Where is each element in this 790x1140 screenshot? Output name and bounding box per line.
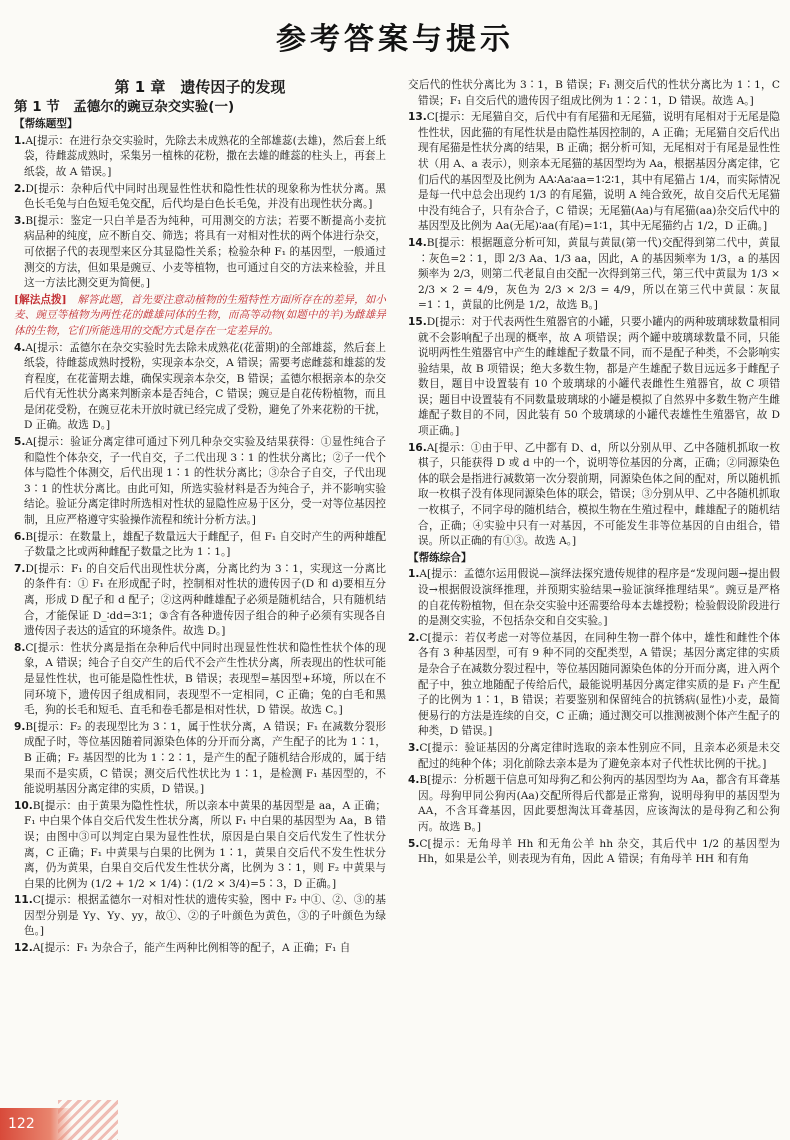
chapter-heading: 第 1 章 遗传因子的发现 (114, 78, 286, 96)
answer-number: 3. (408, 741, 420, 754)
answer-list-right (408, 78, 780, 868)
answer-text: C[提示：根据孟德尔一对相对性状的遗传实验，图中 F₂ 中①、②、③的基因型分别是 Yy、Yy、yy，故①、②的子叶颜色为黄色，③的子叶颜色为绿色。] (24, 894, 386, 938)
answer-text: B[提示：鉴定一只白羊是否为纯种，可用测交的方法；若要不断提高小麦抗病品种的纯度，应不断自交、筛选；将具有一对相对性状的两个体进行杂交，可依据子代的表现型来区分其显隐性关系；检验杂种 F₁ 的基因型，一般通过测交的方法，但如果是豌豆、小麦等植物，也可通过自交的方法来检验，并且这一方法比测交更为简便。] (24, 214, 386, 290)
answer-number: 14. (408, 236, 427, 249)
solution-tip (14, 293, 386, 340)
subheading-practice: 【帮练题型】 (14, 118, 78, 131)
answer-text: D[提示：F₁ 的自交后代出现性状分离，分离比约为 3∶1，实现这一分离比的条件有：① F₁ 在形成配子时，控制相对性状的遗传因子(D 和 d)要相互分离，形成 D 配子和 d 配子；②这两种雌雄配子必须是随机结合，只有随机结合，才能保证 D_∶dd=3∶1；③含有各种遗传因子组合的种子必须有实现各自遗传因子表达的适宜的环境条件。故选 D。] (24, 562, 386, 638)
answer-item (408, 741, 780, 772)
answer-number: 16. (408, 441, 427, 454)
answer-number: 6. (14, 530, 26, 543)
answer-number: 10. (14, 799, 33, 812)
answer-text: A[提示：孟德尔运用假说—演绎法探究遗传规律的程序是“发现问题→提出假设→根据假设演绎推理，并预期实验结果→验证演绎推理结果”。豌豆是严格的自花传粉植物，但在杂交实验中还需要给母本去雄授粉；检验假设阶段进行的是测交实验，不包括杂交和自交实验。] (418, 568, 780, 628)
answer-number: 1. (14, 134, 26, 147)
answer-item (14, 530, 386, 561)
answer-item (408, 773, 780, 835)
answer-number: 5. (14, 436, 26, 449)
answer-item (14, 562, 386, 640)
answer-item (14, 182, 386, 213)
answer-item (14, 341, 386, 435)
answer-number: 4. (14, 341, 26, 354)
answer-number: 8. (14, 641, 26, 654)
answer-text: B[提示：分析题干信息可知母狗乙和公狗丙的基因型均为 Aa，都含有耳聋基因。母狗甲同公狗丙(Aa)交配所得后代都是正常狗，说明母狗甲的基因型为 AA，不含耳聋基因，因此要想淘汰耳聋基因，应该淘汰的是母狗乙和公狗丙。故选 B。] (418, 774, 780, 833)
answer-item (408, 631, 780, 740)
answer-item (14, 435, 386, 529)
answer-number: 5. (408, 837, 420, 850)
answer-text: C[提示：性状分离是指在杂种后代中同时出现显性性状和隐性性状个体的现象，A 错误；纯合子自交产生的后代不会产生性状分离，所表现出的性状可能是显性性状，也可能是隐性性状，B 错误；表现型=基因型+环境，所以在不同环境下，遗传因子组成相同，表现型不一定相同，C 正确；兔的白毛和黑毛，狗的长毛和短毛、直毛和卷毛都是相对性状，D 错误。故选 C。] (24, 641, 386, 717)
answer-item (408, 567, 780, 629)
answer-item (14, 214, 386, 292)
answer-text: A[提示：孟德尔在杂交实验时先去除未成熟花(花蕾期)的全部雄蕊，然后套上纸袋，待雌蕊成熟时授粉，实现亲本杂交，A 错误；需要考虑雌蕊和雄蕊的发育程度，在花蕾期去雄，确保实现亲本杂交，B 错误；孟德尔根据亲本的杂交后代有无性状分离来判断亲本是否纯合，C 错误；豌豆是自花传粉植物，而且是闭花受粉，在豌豆花未开放时就已经完成了受粉，避免了外来花粉的干扰，D 正确。故选 D。] (24, 341, 386, 432)
answer-number: 13. (408, 111, 427, 124)
answer-text: 交后代的性状分离比为 3∶1，B 错误；F₁ 测交后代的性状分离比为 1∶1，C 错误；F₁ 自交后代的遗传因子组成比例为 1∶2∶1，D 错误。故选 A。] (408, 79, 780, 107)
answer-number: 15. (408, 315, 427, 328)
answer-number: 12. (14, 942, 33, 955)
answer-text: C[提示：无角母羊 Hh 和无角公羊 hh 杂交，其后代中 1/2 的基因型为 Hh，如果是公羊，则表现为有角，因此 A 错误；有角母羊 HH 和有角 (418, 837, 780, 866)
answer-item (14, 893, 386, 940)
solution-tip-text: 解答此题，首先要注意动植物的生殖特性方面所存在的差异，如小麦、豌豆等植物为两性花的雌雄同体的生物，而高等动物(如题中的羊)为雌雄异体的生物，它们所能选用的交配方式是存在一定差异的。 (14, 293, 387, 337)
page-number: 122 (0, 1108, 72, 1140)
answer-item (408, 236, 780, 314)
answer-number: 9. (14, 720, 26, 733)
right-column (408, 78, 780, 869)
answer-number: 11. (14, 894, 33, 907)
answer-number: 7. (14, 562, 26, 575)
answer-list-left (14, 134, 386, 957)
answer-item (408, 837, 780, 868)
answer-text: A[提示：验证分离定律可通过下列几种杂交实验及结果获得：①显性纯合子和隐性个体杂交，子一代自交，子二代出现 3∶1 的性状分离比；②子一代个体与隐性个体测交，后代出现 1∶1 的性状分离比；③杂合子自交，子代出现 3∶1 的性状分离比。由此可知，所选实验材料是否为纯合子，并不影响实验结论。验证分离定律时所选相对性状的显隐性应易于区分，受一对等位基因控制，且应严格遵守实验操作流程和统计分析方法。] (24, 436, 386, 527)
answer-text: D[提示：对于代表两性生殖器官的小罐，只要小罐内的两种玻璃球数量相同就不会影响配子出现的概率，故 A 项错误；两个罐中玻璃球数量不同，只能说明两性生殖器官中产生的雌雄配子数量不同，而不是配子种类，不会影响实验结果，故 B 项错误；绝大多数生物，都是产生雄配子数目远远多于雌配子数目，题目中设置装有 10 个玻璃球的小罐代表雌性生殖器官，故 C 项错误；题目中设置装有不同数量玻璃球的小罐是模拟了自然界中多数生物产生雌雄配子数目的不同，因此装有 50 个玻璃球的小罐代表雄性生殖器官，故 D 项正确。] (418, 315, 780, 438)
answer-text: A[提示：①由于甲、乙中都有 D、d，所以分别从甲、乙中各随机抓取一枚棋子，只能获得 D 或 d 中的一个，说明等位基因的分离，正确；②同源染色体的联会是指进行减数第一次分裂前期，同源染色体之间的配对，所以随机抓取一枚棋子没有体现同源染色体的联会，错误；③分别从甲、乙中各随机抓取一枚棋子，不同字母的随机结合，模拟生物在生殖过程中，雌雄配子的随机结合，正确；④实验中只有一对基因，不可能发生非等位基因的自由组合，错误。所以正确的有①③。故选 A。] (418, 441, 780, 548)
answer-number: 3. (14, 214, 26, 227)
answer-item (408, 110, 780, 235)
answer-item (14, 720, 386, 798)
answer-text: A[提示：在进行杂交实验时，先除去未成熟花的全部雄蕊(去雄)，然后套上纸袋，待雌蕊成熟时，采集另一植株的花粉，撒在去雄的雌蕊的柱头上，再套上纸袋，故 A 错误。] (24, 134, 386, 178)
answer-item (408, 78, 780, 109)
page-title: 参考答案与提示 (276, 22, 514, 57)
answer-item (408, 315, 780, 440)
answer-number: 2. (14, 182, 26, 195)
answer-text: C[提示：验证基因的分离定律时选取的亲本性别应不同，且亲本必须是未交配过的纯种个体；羽化前除去亲本是为了避免亲本对子代性状比例的干扰。] (418, 741, 780, 770)
answer-text: B[提示：F₂ 的表现型比为 3∶1，属于性状分离，A 错误；F₁ 在减数分裂形成配子时，等位基因随着同源染色体的分开而分离，产生配子的比为 1∶1，B 正确；F₂ 基因型的比为 1∶2∶1，是产生的配子随机结合形成的，属于结果而不是实质，C 错误；测交后代性状比为 1∶1，是检测 F₁ 基因型的，不能说明基因分离定律的实质，D 错误。] (24, 720, 386, 796)
section-heading: 第 1 节 孟德尔的豌豆杂交实验(一) (14, 98, 235, 115)
answer-text: D[提示：杂种后代中同时出现显性性状和隐性性状的现象称为性状分离。黑色长毛兔与白色短毛兔交配，后代均是白色长毛兔，并没有出现性状分离。] (24, 182, 386, 211)
answer-item (14, 134, 386, 181)
answer-item (408, 441, 780, 550)
solution-tip-label: [解法点拨] (14, 293, 67, 306)
left-column (14, 78, 386, 958)
answer-text: B[提示：由于黄果为隐性性状，所以亲本中黄果的基因型是 aa，A 正确；F₁ 中白果个体自交后代发生性状分离，所以 F₁ 中白果的基因型为 Aa，B 错误；由图中③可以判定白果为显性性状，原因是白果自交后代发生了性状分离，C 正确；F₁ 中黄果与白果的比例为 1∶1，黄果自交后代不发生性状分离，仍为黄果，白果自交后代发生性状分离，比例为 3∶1，则 F₂ 中黄果与白果的比例为 (1/2 + 1/2 × 1/4)∶(1/2 × 3/4)=5∶3，D 正确。] (24, 799, 386, 890)
answer-item (14, 941, 386, 957)
answer-item (14, 641, 386, 719)
answer-text: A[提示：F₁ 为杂合子，能产生两种比例相等的配子，A 正确；F₁ 自 (32, 942, 351, 955)
answer-text: C[提示：若仅考虑一对等位基因，在同种生物一群个体中，雄性和雌性个体各有 3 种基因型，可有 9 种不同的交配类型，A 错误；基因分离定律的实质是杂合子在减数分裂过程中，等位基因随同源染色体的分开而分离，进入两个配子中，独立地随配子传给后代，最能说明基因分离定律实质的是 F₁ 产生配子的比例为 1∶1，B 错误；若要鉴别和保留纯合的抗锈病(显性)小麦，最简便易行的方法是连续的自交，C 正确；通过测交可以推测被测个体产生配子的种类，D 错误。] (418, 631, 780, 738)
answer-number: 4. (408, 774, 420, 787)
answer-text: C[提示：无尾猫自交，后代中有有尾猫和无尾猫，说明有尾相对于无尾是隐性性状，因此猫的有尾性状是由隐性基因控制的，A 正确；无尾猫自交后代出现有尾猫是性状分离的结果，B 正确；据分析可知，无尾相对于有尾是显性性状（用 A、a 表示），则亲本无尾猫的基因型均为 Aa，根据基因分离定律，它们后代的基因型及比例为 AA∶Aa∶aa=1∶2∶1，其中有尾猫占 1/4，而实际情况是每一代中总会出现约 1/3 的有尾猫，说明 A 纯合致死，故自交后代无尾猫中没有纯合子，只有杂合子，C 错误；无尾猫(Aa)与有尾猫(aa)杂交后代中的基因型及比例为 Aa(无尾)∶aa(有尾)=1∶1，其中无尾猫约占 1/2，D 正确。] (418, 111, 780, 233)
answer-text: B[提示：根据题意分析可知，黄鼠与黄鼠(第一代)交配得到第二代中，黄鼠∶灰色=2∶1，即 2/3 Aa、1/3 aa，因此，A 的基因频率为 1/3，a 的基因频率为 2/3，则第二代老鼠自由交配一次得到第三代，第三代中黄鼠为 1/3 × 2/3 × 2 = 4/9，灰色为 2/3 × 2/3 = 4/9，所以在第三代中黄鼠∶灰鼠=1∶1，黄鼠的比例是 1/2，故选 B。] (418, 236, 780, 312)
answer-text: B[提示：在数量上，雄配子数量远大于雌配子，但 F₁ 自交时产生的两种雄配子数量之比或两种雌配子数量之比为 1∶1。] (24, 530, 386, 559)
answer-number: 2. (408, 631, 420, 644)
answer-item (14, 799, 386, 893)
answer-number: 1. (408, 568, 420, 581)
subheading-comprehensive: 【帮练综合】 (408, 551, 472, 564)
